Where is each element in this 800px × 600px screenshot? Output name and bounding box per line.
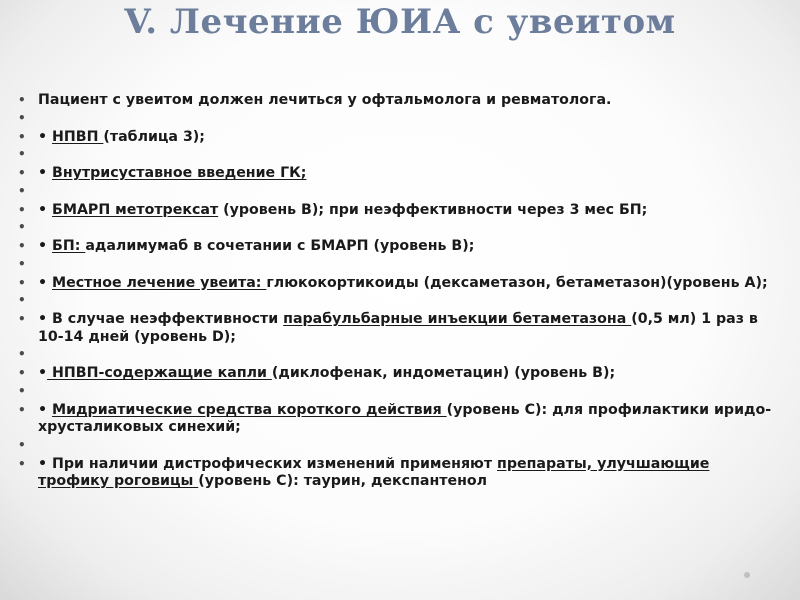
bullet-item (18, 202, 782, 220)
bullet-dot-icon: • (18, 183, 26, 198)
bullet-dot-icon: • (18, 402, 26, 417)
empty-bullet-item (18, 110, 782, 129)
bullet-dot-icon: • (18, 383, 26, 398)
bullet-item (18, 92, 782, 110)
slide-title: V. Лечение ЮИА с увеитом (124, 2, 676, 42)
bullet-text: • (38, 274, 53, 291)
empty-bullet-item (18, 292, 782, 311)
bullet-text: Пациент с увеитом должен лечиться у офтальмолога и ревматолога. (38, 92, 612, 108)
bullet-text: (таблица 3); (103, 128, 205, 145)
bullet-dot-icon: • (18, 456, 26, 471)
underlined-term: НПВП-содержащие капли (47, 365, 272, 381)
empty-bullet-item (18, 183, 782, 202)
bullet-dot-icon: • (18, 110, 26, 125)
bullet-dot-icon: • (18, 275, 26, 290)
bullet-dot-icon: • (18, 239, 26, 253)
underlined-term: БМАРП метотрексат (52, 201, 219, 218)
bullet-dot-icon: • (18, 256, 26, 271)
underlined-term: БП: (52, 238, 86, 254)
bullet-dot-icon: • (18, 293, 26, 307)
bullet-item (18, 238, 782, 256)
bullet-item (18, 129, 782, 147)
bullet-item (18, 365, 782, 383)
bullet-text: • В случае неэффективности (38, 311, 284, 327)
bullet-text: (диклофенак, индометацин) (уровень B); (271, 365, 616, 381)
bullet-text: (уровень С): таурин, декспантенол (198, 473, 488, 489)
empty-bullet-item (18, 346, 782, 365)
bullet-text: (уровень B); при неэффективности через 3 мес БП; (218, 201, 648, 218)
bullet-dot-icon: • (18, 347, 26, 361)
empty-bullet-item (18, 146, 782, 165)
underlined-term: Мидриатические средства короткого действия (52, 401, 447, 418)
bullet-item (18, 165, 782, 183)
bullet-text: • (38, 365, 48, 381)
bullet-dot-icon: • (18, 93, 26, 107)
bullet-item (18, 456, 782, 491)
bullet-text: глюкокортикоиды (дексаметазон, бетаметазон)(уровень А); (266, 274, 768, 291)
bullet-dot-icon: • (18, 129, 26, 144)
empty-bullet-item (18, 437, 782, 456)
bullet-text: (0,5 мл) 1 раз в 10-14 дней (уровень D); (38, 311, 758, 345)
bullet-text: • (38, 201, 53, 218)
empty-bullet-item (18, 219, 782, 238)
bullet-item (18, 275, 782, 293)
bullet-dot-icon: • (18, 312, 26, 326)
bullet-dot-icon: • (18, 366, 26, 380)
underlined-term: парабульбарные инъекции бетаметазона (283, 311, 632, 327)
corner-dot-icon (744, 572, 750, 578)
bullet-dot-icon: • (18, 166, 26, 180)
bullet-dot-icon: • (18, 147, 26, 161)
bullet-text: (уровень С): для профилактики иридо-хрусталиковых синехий; (38, 401, 772, 435)
underlined-term: НПВП (52, 128, 104, 145)
empty-bullet-item (18, 256, 782, 275)
bullet-text: • (38, 165, 53, 181)
bullet-dot-icon: • (18, 437, 26, 452)
underlined-term: препараты, улучшающие трофику роговицы (38, 455, 710, 489)
bullet-text: • (38, 128, 53, 145)
bullet-list (18, 92, 782, 491)
bullet-item (18, 402, 782, 437)
bullet-dot-icon: • (18, 202, 26, 217)
bullet-text: • При наличии дистрофических изменений применяют (38, 455, 498, 472)
bullet-dot-icon: • (18, 220, 26, 234)
bullet-text: адалимумаб в сочетании с БМАРП (уровень B); (85, 238, 475, 254)
underlined-term: Местное лечение увеита: (52, 274, 267, 291)
bullet-item (18, 311, 782, 346)
bullet-text: • (38, 401, 53, 418)
underlined-term: Внутрисуставное введение ГК; (52, 165, 307, 181)
empty-bullet-item (18, 383, 782, 402)
bullet-text: • (38, 238, 53, 254)
